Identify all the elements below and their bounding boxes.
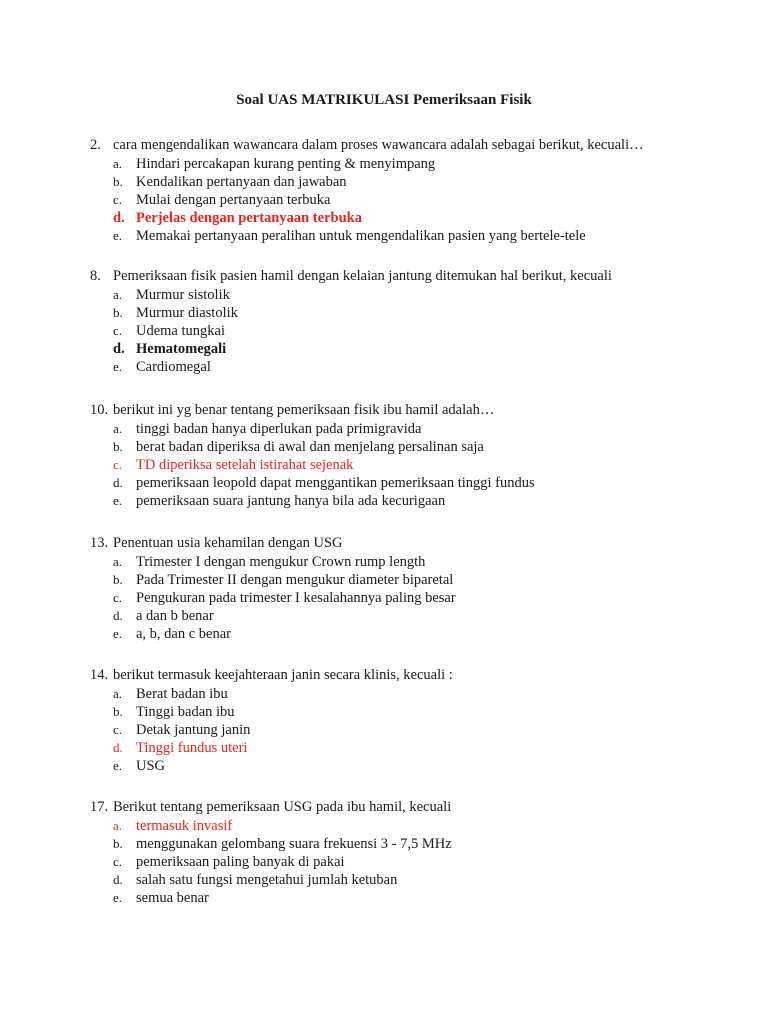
question-number: 10. <box>90 402 109 418</box>
option-letter: c. <box>113 722 123 737</box>
option-list <box>90 685 730 775</box>
option-letter: c. <box>113 854 123 869</box>
option-text: Cardiomegal <box>136 359 211 375</box>
option-text: tinggi badan hanya diperlukan pada primigravida <box>136 421 422 437</box>
option-letter: c. <box>113 192 123 207</box>
option-text: pemeriksaan paling banyak di pakai <box>136 854 345 870</box>
option-letter: b. <box>113 836 123 851</box>
question-text: cara mengendalikan wawancara dalam proses wawancara adalah sebagai berikut, kecuali… <box>113 137 644 153</box>
option-letter: d. <box>113 872 123 887</box>
question-stem <box>90 798 730 817</box>
question-number: 2. <box>90 137 101 153</box>
option-c <box>90 853 730 871</box>
page-title: Soal UAS MATRIKULASI Pemeriksaan Fisik <box>236 92 532 108</box>
option-letter: a. <box>113 686 123 701</box>
question-number: 17. <box>90 799 109 815</box>
option-a <box>90 553 730 571</box>
option-text: Detak jantung janin <box>136 722 251 738</box>
option-text: a dan b benar <box>136 608 214 624</box>
option-d <box>90 607 730 625</box>
option-b <box>90 304 730 322</box>
option-c <box>90 721 730 739</box>
option-text: Hematomegali <box>136 341 227 357</box>
option-e <box>90 625 730 643</box>
option-letter: d. <box>113 210 125 226</box>
option-e <box>90 227 730 245</box>
option-letter: b. <box>113 174 123 189</box>
option-letter: c. <box>113 590 123 605</box>
option-text: pemeriksaan leopold dapat menggantikan pemeriksaan tinggi fundus <box>136 475 535 491</box>
option-letter: a. <box>113 554 123 569</box>
option-b <box>90 438 730 456</box>
option-text: Trimester I dengan mengukur Crown rump length <box>136 554 426 570</box>
question-text: Pemeriksaan fisik pasien hamil dengan kelaian jantung ditemukan hal berikut, kecuali <box>113 268 612 284</box>
option-letter: a. <box>113 287 123 302</box>
option-letter: e. <box>113 228 123 243</box>
question-text: Berikut tentang pemeriksaan USG pada ibu hamil, kecuali <box>113 799 452 815</box>
question-text: Penentuan usia kehamilan dengan USG <box>113 535 343 551</box>
question-number: 14. <box>90 667 109 683</box>
option-a-answer <box>90 817 730 835</box>
option-b <box>90 571 730 589</box>
option-text: salah satu fungsi mengetahui jumlah ketuban <box>136 872 398 888</box>
question-17 <box>90 798 730 907</box>
option-letter: d. <box>113 475 123 490</box>
option-letter: c. <box>113 457 123 472</box>
question-stem <box>90 136 730 155</box>
question-text: berikut termasuk keejahteraan janin secara klinis, kecuali : <box>113 667 453 683</box>
option-text: pemeriksaan suara jantung hanya bila ada kecurigaan <box>136 493 446 509</box>
option-letter: b. <box>113 439 123 454</box>
option-c-answer <box>90 456 730 474</box>
question-stem <box>90 267 730 286</box>
option-list <box>90 817 730 907</box>
option-letter: a. <box>113 156 123 171</box>
option-text: menggunakan gelombang suara frekuensi 3 - 7,5 MHz <box>136 836 452 852</box>
question-stem <box>90 401 730 420</box>
option-letter: e. <box>113 359 123 374</box>
option-text: Memakai pertanyaan peralihan untuk mengendalikan pasien yang bertele-tele <box>136 228 586 244</box>
option-letter: d. <box>113 341 125 357</box>
option-letter: e. <box>113 758 123 773</box>
option-letter: b. <box>113 572 123 587</box>
option-text: Berat badan ibu <box>136 686 228 702</box>
option-e <box>90 889 730 907</box>
option-e <box>90 358 730 376</box>
option-a <box>90 155 730 173</box>
option-c <box>90 322 730 340</box>
option-d <box>90 474 730 492</box>
option-letter: e. <box>113 626 123 641</box>
option-text: Mulai dengan pertanyaan terbuka <box>136 192 331 208</box>
option-letter: e. <box>113 890 123 905</box>
option-letter: a. <box>113 421 123 436</box>
question-stem <box>90 534 730 553</box>
option-c <box>90 589 730 607</box>
option-a <box>90 685 730 703</box>
question-13 <box>90 534 730 643</box>
option-b <box>90 703 730 721</box>
option-text: Perjelas dengan pertanyaan terbuka <box>136 210 362 226</box>
option-d-answer <box>90 739 730 757</box>
question-stem <box>90 666 730 685</box>
option-b <box>90 835 730 853</box>
option-list <box>90 553 730 643</box>
question-number: 13. <box>90 535 109 551</box>
option-text: Tinggi fundus uteri <box>136 740 248 756</box>
option-text: Kendalikan pertanyaan dan jawaban <box>136 174 347 190</box>
option-letter: c. <box>113 323 123 338</box>
option-text: Hindari percakapan kurang penting & menyimpang <box>136 156 436 172</box>
option-text: termasuk invasif <box>136 818 233 834</box>
option-a <box>90 286 730 304</box>
option-text: Pada Trimester II dengan mengukur diameter biparetal <box>136 572 454 588</box>
option-list <box>90 420 730 510</box>
option-text: Pengukuran pada trimester I kesalahannya paling besar <box>136 590 456 606</box>
option-d-answer <box>90 209 730 227</box>
option-e <box>90 492 730 510</box>
option-list <box>90 286 730 376</box>
option-text: Tinggi badan ibu <box>136 704 235 720</box>
option-text: a, b, dan c benar <box>136 626 232 642</box>
option-letter: a. <box>113 818 123 833</box>
option-text: Murmur sistolik <box>136 287 230 303</box>
option-letter: d. <box>113 608 123 623</box>
option-d-answer <box>90 340 730 358</box>
question-8 <box>90 267 730 376</box>
option-letter: b. <box>113 305 123 320</box>
option-letter: d. <box>113 740 123 755</box>
option-text: Udema tungkai <box>136 323 225 339</box>
option-text: USG <box>136 758 166 774</box>
question-text: berikut ini yg benar tentang pemeriksaan fisik ibu hamil adalah… <box>113 402 495 418</box>
question-number: 8. <box>90 268 101 284</box>
option-e <box>90 757 730 775</box>
option-list <box>90 155 730 245</box>
option-b <box>90 173 730 191</box>
option-text: semua benar <box>136 890 209 906</box>
option-letter: e. <box>113 493 123 508</box>
option-d <box>90 871 730 889</box>
option-text: berat badan diperiksa di awal dan menjelang persalinan saja <box>136 439 484 455</box>
question-2 <box>90 136 730 245</box>
option-letter: b. <box>113 704 123 719</box>
question-14 <box>90 666 730 775</box>
option-a <box>90 420 730 438</box>
question-10 <box>90 401 730 510</box>
option-text: TD diperiksa setelah istirahat sejenak <box>136 457 354 473</box>
option-text: Murmur diastolik <box>136 305 238 321</box>
option-c <box>90 191 730 209</box>
